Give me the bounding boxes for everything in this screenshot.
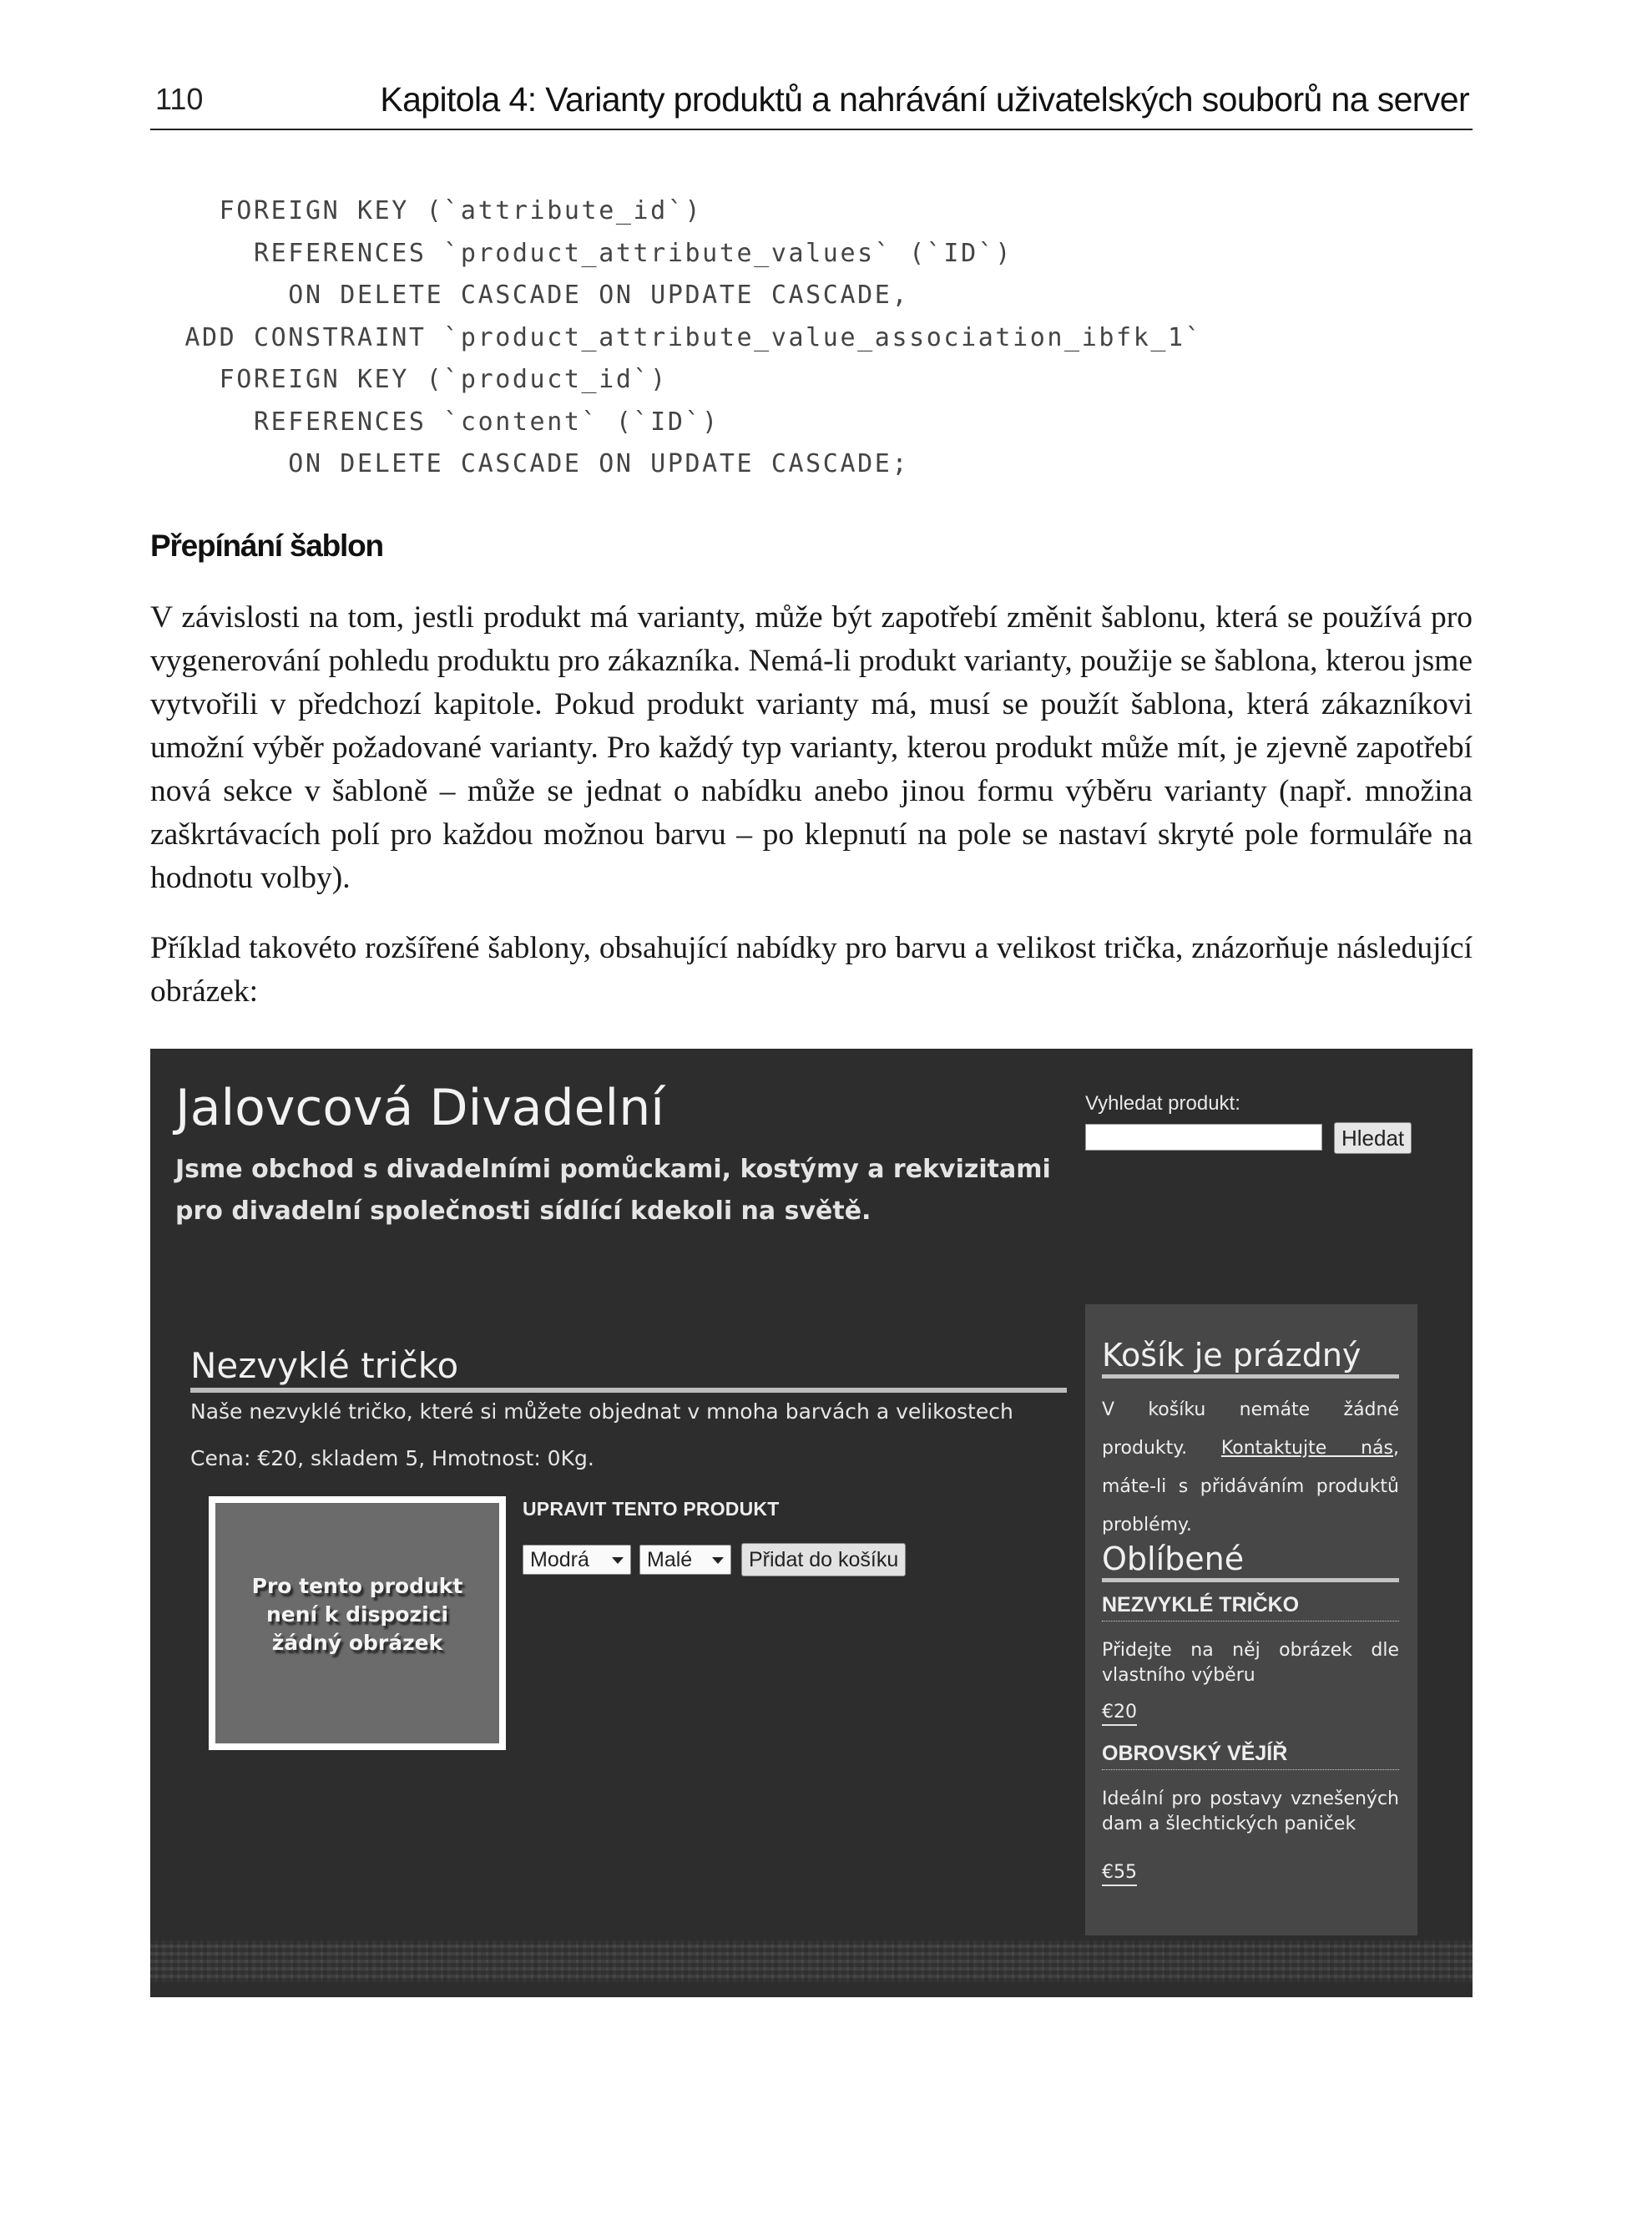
cart-title: Košík je prázdný	[1102, 1336, 1399, 1379]
cart-text	[1102, 1391, 1399, 1545]
code-line: FOREIGN KEY (`product_id`)	[150, 365, 668, 394]
product-title: Nezvyklé tričko	[190, 1344, 1067, 1393]
favorite-item-link[interactable]: OBROVSKÝ VĚJÍŘ	[1102, 1742, 1399, 1770]
favorite-item-price[interactable]: €55	[1102, 1862, 1137, 1886]
code-line: ADD CONSTRAINT `product_attribute_value_association_ibfk_1`	[150, 322, 1203, 352]
chevron-down-icon	[612, 1557, 624, 1564]
chevron-down-icon	[712, 1557, 724, 1564]
favorite-item-description: Přidejte na něj obrázek dle vlastního výběru	[1102, 1640, 1399, 1686]
color-select[interactable]	[523, 1545, 631, 1575]
store-screenshot	[150, 1049, 1473, 1997]
search-input[interactable]	[1085, 1124, 1322, 1151]
code-listing	[150, 190, 1202, 486]
size-select[interactable]	[639, 1545, 731, 1575]
product-image-inner	[215, 1503, 499, 1743]
footer-pattern	[150, 1940, 1473, 1982]
chapter-title: Kapitola 4: Varianty produktů a nahrávání uživatelských souborů na server	[380, 80, 1469, 119]
code-line: REFERENCES `product_attribute_values` (`ID`)	[150, 238, 1013, 268]
add-to-cart-button[interactable]: Přidat do košíku	[741, 1543, 906, 1576]
page-number: 110	[155, 82, 204, 116]
search-button[interactable]: Hledat	[1334, 1122, 1412, 1154]
body-paragraph: V závislosti na tom, jestli produkt má varianty, může být zapotřebí změnit šablonu, která se používá pro vygenerování pohledu produktu pro zákazníka. Nemá-li produkt varianty, použije se šablona, kterou jsme vytvořili v předchozí kapitole. Pokud produkt varianty má, musí se použít šablona, která zákazníkovi umožní výběr požadované varianty. Pro každý typ varianty, kterou produkt může mít, je zjevně zapotřebí nová sekce v šabloně – může se jednat o nabídku anebo jinou formu výběru varianty (např. množina zaškrtávacích polí pro každou možnou barvu – po klepnutí na pole se nastaví skryté pole formuláře na hodnotu volby).	[150, 600, 1473, 895]
site-tagline: Jsme obchod s divadelními pomůckami, kostýmy a rekvizitami pro divadelní společnosti sídlící kdekoli na světě.	[175, 1155, 1051, 1226]
cart-text-before: V košíku nemáte žádné produkty.	[1102, 1399, 1399, 1459]
site-title[interactable]: Jalovcová Divadelní	[175, 1079, 664, 1137]
code-line: REFERENCES `content` (`ID`)	[150, 407, 720, 437]
color-select-value: Modrá	[530, 1548, 589, 1571]
page-header	[150, 77, 1473, 130]
product-description: Naše nezvyklé tričko, které si můžete objednat v mnoha barvách a velikostech	[190, 1399, 1013, 1424]
section-title: Přepínání šablon	[150, 529, 383, 563]
code-line: ON DELETE CASCADE ON UPDATE CASCADE,	[150, 281, 910, 310]
favorite-item-description: Ideální pro postavy vznešených dam a šlechtických paniček	[1102, 1788, 1399, 1834]
contact-link[interactable]: Kontaktujte nás	[1220, 1438, 1393, 1459]
search-label: Vyhledat produkt:	[1085, 1092, 1240, 1115]
favorite-item-price[interactable]: €20	[1102, 1702, 1137, 1726]
code-line: ON DELETE CASCADE ON UPDATE CASCADE;	[150, 449, 910, 478]
code-line: FOREIGN KEY (`attribute_id`)	[150, 196, 703, 225]
no-image-text: Pro tento produkt není k dispozici žádný obrázek	[251, 1574, 463, 1655]
product-meta: Cena: €20, skladem 5, Hmotnost: 0Kg.	[190, 1446, 594, 1470]
favorite-item-link[interactable]: NEZVYKLÉ TRIČKO	[1102, 1593, 1399, 1621]
favorites-title: Oblíbené	[1102, 1540, 1399, 1582]
cart-text-after: , máte-li s přidáváním produktů problémy.	[1102, 1438, 1399, 1535]
sidebar	[1085, 1304, 1417, 1935]
product-image-placeholder	[209, 1496, 506, 1750]
size-select-value: Malé	[647, 1548, 693, 1571]
body-paragraph: Příklad takovéto rozšířené šablony, obsahující nabídky pro barvu a velikost trička, znázorňuje následující obrázek:	[150, 931, 1473, 1009]
edit-product-link[interactable]: UPRAVIT TENTO PRODUKT	[523, 1498, 780, 1520]
